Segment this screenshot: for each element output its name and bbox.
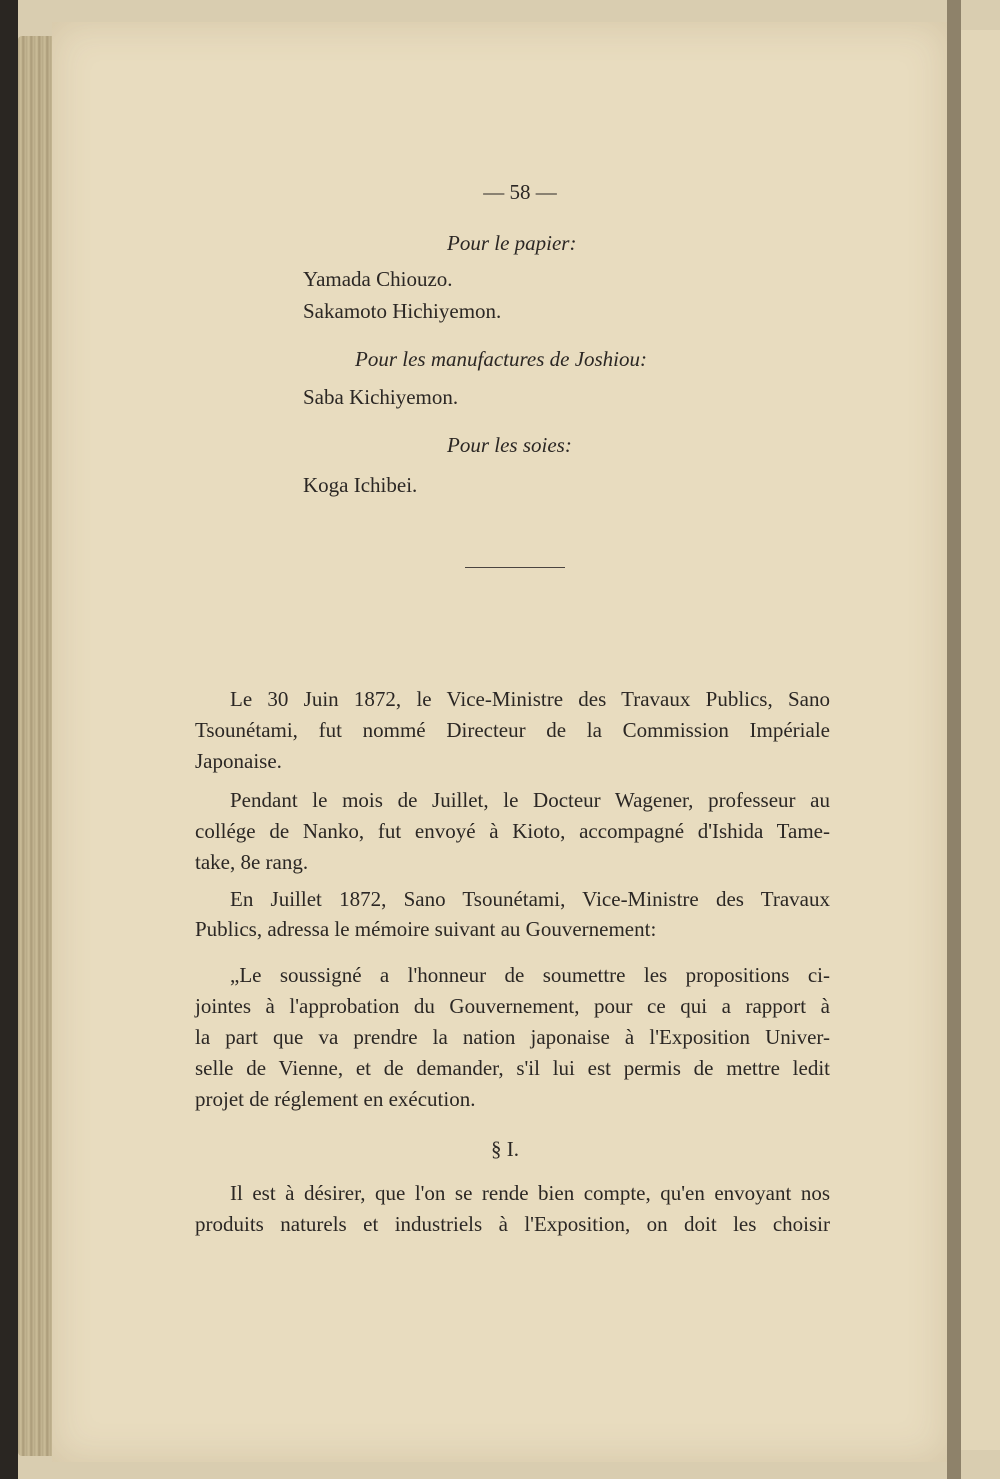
paragraph-line: la part que va prendre la nation japonaise à l'Exposition Univer- bbox=[195, 1025, 830, 1049]
paragraph-line: „Le soussigné a l'honneur de soumettre les propositions ci- bbox=[230, 963, 830, 987]
paragraph-line: take, 8e rang. bbox=[195, 850, 309, 874]
paragraph-line: Japonaise. bbox=[195, 749, 282, 773]
name-entry: Yamada Chiouzo. bbox=[303, 267, 453, 291]
book-gutter bbox=[947, 0, 961, 1479]
section-heading-manufactures: Pour les manufactures de Joshiou: bbox=[355, 347, 648, 371]
page-number: — 58 — bbox=[483, 180, 557, 204]
paragraph-line: En Juillet 1872, Sano Tsounétami, Vice-Ministre des Travaux bbox=[230, 887, 830, 911]
paragraph-line: Le 30 Juin 1872, le Vice-Ministre des Travaux Publics, Sano bbox=[230, 687, 830, 711]
name-entry: Koga Ichibei. bbox=[303, 473, 418, 497]
section-mark: § I. bbox=[491, 1137, 519, 1161]
paragraph-line: Pendant le mois de Juillet, le Docteur Wagener, professeur au bbox=[230, 788, 830, 812]
section-heading-soies: Pour les soies: bbox=[447, 433, 572, 457]
facing-page-edge bbox=[961, 30, 1000, 1450]
paragraph-line: Il est à désirer, que l'on se rende bien compte, qu'en envoyant nos bbox=[230, 1181, 830, 1205]
paragraph-line: produits naturels et industriels à l'Exposition, on doit les choisir bbox=[195, 1212, 830, 1236]
paragraph-line: jointes à l'approbation du Gouvernement, pour ce qui a rapport à bbox=[195, 994, 830, 1018]
paragraph-line: Tsounétami, fut nommé Directeur de la Commission Impériale bbox=[195, 718, 830, 742]
book-binding bbox=[0, 0, 18, 1479]
name-entry: Saba Kichiyemon. bbox=[303, 385, 459, 409]
section-heading-papier: Pour le papier: bbox=[447, 231, 577, 255]
name-entry: Sakamoto Hichiyemon. bbox=[303, 299, 502, 323]
paragraph-line: Publics, adressa le mémoire suivant au Gouvernement: bbox=[195, 917, 657, 941]
section-divider bbox=[465, 567, 565, 568]
paragraph-line: selle de Vienne, et de demander, s'il lui est permis de mettre ledit bbox=[195, 1056, 830, 1080]
paragraph-line: projet de réglement en exécution. bbox=[195, 1087, 476, 1111]
paragraph-line: collége de Nanko, fut envoyé à Kioto, accompagné d'Ishida Tame- bbox=[195, 819, 830, 843]
